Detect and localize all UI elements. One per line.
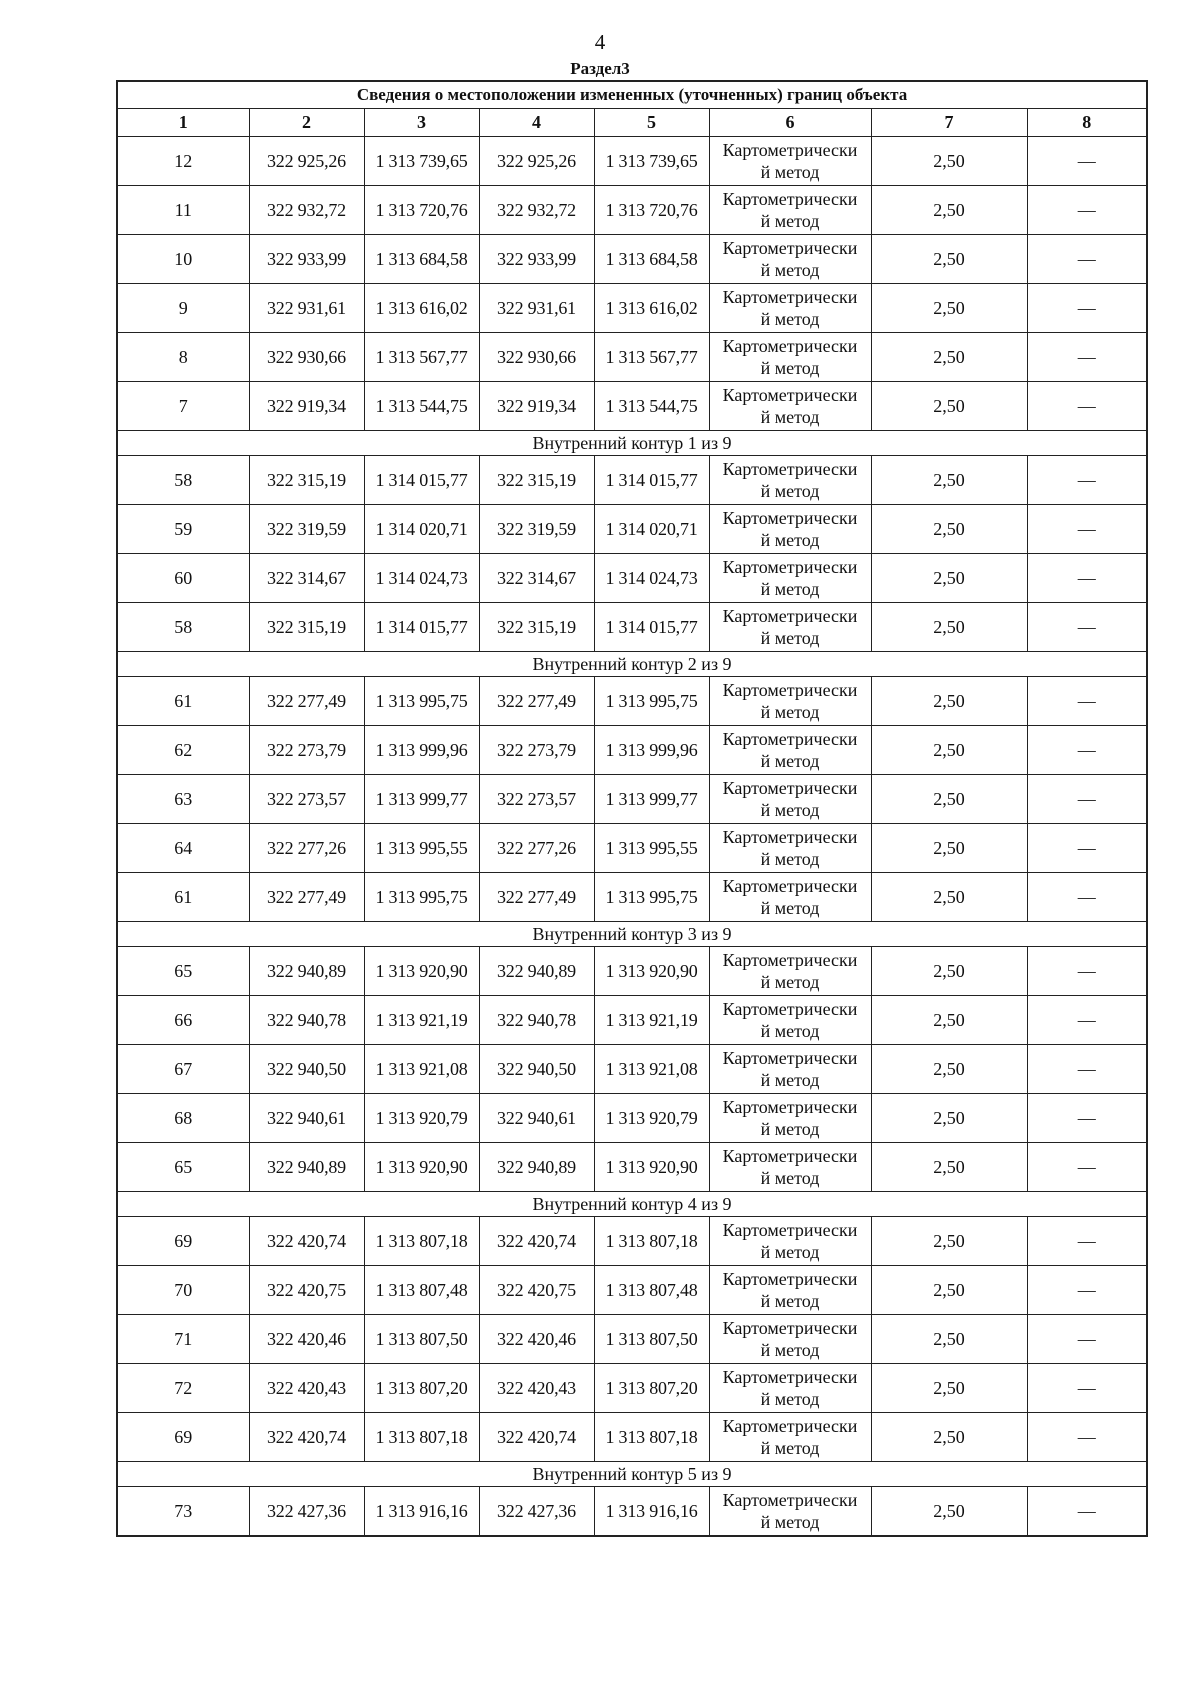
table-row (117, 1315, 1147, 1364)
description-cell: — (1027, 947, 1147, 996)
y-existing-cell: 1 313 720,76 (364, 186, 479, 235)
y-existing-cell: 1 313 916,16 (364, 1487, 479, 1537)
point-number-cell: 9 (117, 284, 249, 333)
contour-label: Внутренний контур 3 из 9 (117, 922, 1147, 947)
x-existing-cell: 322 420,75 (249, 1266, 364, 1315)
point-number-cell: 65 (117, 1143, 249, 1192)
y-existing-cell: 1 313 920,79 (364, 1094, 479, 1143)
column-header: 8 (1027, 109, 1147, 137)
method-cell: Картометрически й метод (709, 382, 871, 431)
y-existing-cell: 1 313 921,19 (364, 996, 479, 1045)
description-cell: — (1027, 677, 1147, 726)
method-cell: Картометрически й метод (709, 333, 871, 382)
column-header: 6 (709, 109, 871, 137)
x-new-cell: 322 315,19 (479, 456, 594, 505)
table-caption: Сведения о местоположении измененных (уточненных) границ объекта (117, 81, 1147, 109)
x-new-cell: 322 273,57 (479, 775, 594, 824)
page-number: 4 (594, 30, 606, 54)
column-header: 1 (117, 109, 249, 137)
x-new-cell: 322 420,46 (479, 1315, 594, 1364)
table-row (117, 554, 1147, 603)
accuracy-cell: 2,50 (871, 554, 1027, 603)
method-cell: Картометрически й метод (709, 1315, 871, 1364)
y-new-cell: 1 313 921,08 (594, 1045, 709, 1094)
description-cell: — (1027, 1487, 1147, 1537)
x-existing-cell: 322 315,19 (249, 603, 364, 652)
description-cell: — (1027, 1045, 1147, 1094)
table-row (117, 996, 1147, 1045)
y-new-cell: 1 314 015,77 (594, 456, 709, 505)
description-cell: — (1027, 382, 1147, 431)
contour-label-row (117, 1462, 1147, 1487)
description-cell: — (1027, 996, 1147, 1045)
y-new-cell: 1 313 916,16 (594, 1487, 709, 1537)
description-cell: — (1027, 775, 1147, 824)
method-cell: Картометрически й метод (709, 603, 871, 652)
method-cell: Картометрически й метод (709, 677, 871, 726)
x-new-cell: 322 319,59 (479, 505, 594, 554)
point-number-cell: 63 (117, 775, 249, 824)
table-row (117, 1413, 1147, 1462)
y-existing-cell: 1 314 015,77 (364, 456, 479, 505)
x-new-cell: 322 420,74 (479, 1217, 594, 1266)
table-body (117, 137, 1147, 1537)
point-number-cell: 58 (117, 456, 249, 505)
method-cell: Картометрически й метод (709, 505, 871, 554)
x-new-cell: 322 420,74 (479, 1413, 594, 1462)
point-number-cell: 11 (117, 186, 249, 235)
table-row (117, 677, 1147, 726)
x-new-cell: 322 932,72 (479, 186, 594, 235)
y-existing-cell: 1 313 684,58 (364, 235, 479, 284)
method-cell: Картометрически й метод (709, 1217, 871, 1266)
column-header: 5 (594, 109, 709, 137)
point-number-cell: 10 (117, 235, 249, 284)
x-existing-cell: 322 940,61 (249, 1094, 364, 1143)
point-number-cell: 60 (117, 554, 249, 603)
table-row (117, 382, 1147, 431)
point-number-cell: 70 (117, 1266, 249, 1315)
description-cell: — (1027, 726, 1147, 775)
contour-label-row (117, 431, 1147, 456)
accuracy-cell: 2,50 (871, 505, 1027, 554)
y-existing-cell: 1 313 920,90 (364, 947, 479, 996)
contour-label: Внутренний контур 5 из 9 (117, 1462, 1147, 1487)
point-number-cell: 12 (117, 137, 249, 186)
method-cell: Картометрически й метод (709, 1266, 871, 1315)
x-existing-cell: 322 277,49 (249, 677, 364, 726)
point-number-cell: 69 (117, 1413, 249, 1462)
y-new-cell: 1 313 544,75 (594, 382, 709, 431)
y-existing-cell: 1 313 995,75 (364, 873, 479, 922)
description-cell: — (1027, 186, 1147, 235)
method-cell: Картометрически й метод (709, 775, 871, 824)
y-existing-cell: 1 314 020,71 (364, 505, 479, 554)
x-new-cell: 322 940,89 (479, 1143, 594, 1192)
point-number-cell: 68 (117, 1094, 249, 1143)
table-row (117, 505, 1147, 554)
description-cell: — (1027, 137, 1147, 186)
method-cell: Картометрически й метод (709, 996, 871, 1045)
contour-label: Внутренний контур 2 из 9 (117, 652, 1147, 677)
contour-label-row (117, 1192, 1147, 1217)
y-new-cell: 1 313 807,48 (594, 1266, 709, 1315)
x-existing-cell: 322 940,78 (249, 996, 364, 1045)
point-number-cell: 66 (117, 996, 249, 1045)
accuracy-cell: 2,50 (871, 873, 1027, 922)
description-cell: — (1027, 505, 1147, 554)
accuracy-cell: 2,50 (871, 284, 1027, 333)
table-row (117, 726, 1147, 775)
y-existing-cell: 1 314 024,73 (364, 554, 479, 603)
y-existing-cell: 1 313 616,02 (364, 284, 479, 333)
table-row (117, 824, 1147, 873)
table-row (117, 456, 1147, 505)
point-number-cell: 64 (117, 824, 249, 873)
y-existing-cell: 1 313 567,77 (364, 333, 479, 382)
x-new-cell: 322 314,67 (479, 554, 594, 603)
description-cell: — (1027, 1364, 1147, 1413)
y-existing-cell: 1 313 544,75 (364, 382, 479, 431)
description-cell: — (1027, 1217, 1147, 1266)
x-new-cell: 322 940,78 (479, 996, 594, 1045)
description-cell: — (1027, 824, 1147, 873)
column-header-row (117, 109, 1147, 137)
x-existing-cell: 322 319,59 (249, 505, 364, 554)
y-existing-cell: 1 313 807,20 (364, 1364, 479, 1413)
x-new-cell: 322 315,19 (479, 603, 594, 652)
x-existing-cell: 322 273,57 (249, 775, 364, 824)
point-number-cell: 7 (117, 382, 249, 431)
accuracy-cell: 2,50 (871, 1217, 1027, 1266)
table-row (117, 1266, 1147, 1315)
x-new-cell: 322 277,49 (479, 677, 594, 726)
y-new-cell: 1 313 616,02 (594, 284, 709, 333)
column-header: 4 (479, 109, 594, 137)
y-existing-cell: 1 313 739,65 (364, 137, 479, 186)
method-cell: Картометрически й метод (709, 1045, 871, 1094)
y-existing-cell: 1 313 807,18 (364, 1217, 479, 1266)
table-row (117, 603, 1147, 652)
x-new-cell: 322 277,26 (479, 824, 594, 873)
x-existing-cell: 322 420,74 (249, 1217, 364, 1266)
x-new-cell: 322 420,75 (479, 1266, 594, 1315)
y-new-cell: 1 313 807,20 (594, 1364, 709, 1413)
x-new-cell: 322 420,43 (479, 1364, 594, 1413)
x-existing-cell: 322 427,36 (249, 1487, 364, 1537)
x-existing-cell: 322 932,72 (249, 186, 364, 235)
accuracy-cell: 2,50 (871, 947, 1027, 996)
x-existing-cell: 322 940,89 (249, 1143, 364, 1192)
description-cell: — (1027, 1315, 1147, 1364)
method-cell: Картометрически й метод (709, 284, 871, 333)
x-new-cell: 322 925,26 (479, 137, 594, 186)
table-row (117, 235, 1147, 284)
y-new-cell: 1 313 567,77 (594, 333, 709, 382)
point-number-cell: 61 (117, 677, 249, 726)
table-row (117, 1045, 1147, 1094)
description-cell: — (1027, 333, 1147, 382)
y-new-cell: 1 313 807,18 (594, 1413, 709, 1462)
x-existing-cell: 322 277,49 (249, 873, 364, 922)
y-existing-cell: 1 313 807,50 (364, 1315, 479, 1364)
y-new-cell: 1 313 739,65 (594, 137, 709, 186)
y-new-cell: 1 314 020,71 (594, 505, 709, 554)
accuracy-cell: 2,50 (871, 726, 1027, 775)
x-new-cell: 322 940,61 (479, 1094, 594, 1143)
contour-label: Внутренний контур 4 из 9 (117, 1192, 1147, 1217)
method-cell: Картометрически й метод (709, 235, 871, 284)
y-new-cell: 1 313 920,90 (594, 1143, 709, 1192)
x-existing-cell: 322 420,46 (249, 1315, 364, 1364)
contour-label-row (117, 922, 1147, 947)
description-cell: — (1027, 284, 1147, 333)
point-number-cell: 71 (117, 1315, 249, 1364)
accuracy-cell: 2,50 (871, 186, 1027, 235)
y-existing-cell: 1 313 807,48 (364, 1266, 479, 1315)
accuracy-cell: 2,50 (871, 1266, 1027, 1315)
accuracy-cell: 2,50 (871, 603, 1027, 652)
description-cell: — (1027, 235, 1147, 284)
y-existing-cell: 1 313 999,96 (364, 726, 479, 775)
x-existing-cell: 322 277,26 (249, 824, 364, 873)
x-new-cell: 322 930,66 (479, 333, 594, 382)
method-cell: Картометрически й метод (709, 873, 871, 922)
description-cell: — (1027, 1266, 1147, 1315)
y-existing-cell: 1 313 995,75 (364, 677, 479, 726)
x-existing-cell: 322 420,74 (249, 1413, 364, 1462)
x-existing-cell: 322 315,19 (249, 456, 364, 505)
accuracy-cell: 2,50 (871, 235, 1027, 284)
section-title: Раздел3 (570, 59, 630, 78)
accuracy-cell: 2,50 (871, 996, 1027, 1045)
x-existing-cell: 322 919,34 (249, 382, 364, 431)
x-existing-cell: 322 931,61 (249, 284, 364, 333)
description-cell: — (1027, 456, 1147, 505)
description-cell: — (1027, 873, 1147, 922)
method-cell: Картометрически й метод (709, 824, 871, 873)
description-cell: — (1027, 1413, 1147, 1462)
y-new-cell: 1 314 024,73 (594, 554, 709, 603)
table-row (117, 947, 1147, 996)
y-new-cell: 1 314 015,77 (594, 603, 709, 652)
table-row (117, 284, 1147, 333)
x-existing-cell: 322 930,66 (249, 333, 364, 382)
accuracy-cell: 2,50 (871, 1315, 1027, 1364)
method-cell: Картометрически й метод (709, 1143, 871, 1192)
x-new-cell: 322 931,61 (479, 284, 594, 333)
table-row (117, 1364, 1147, 1413)
accuracy-cell: 2,50 (871, 333, 1027, 382)
method-cell: Картометрически й метод (709, 137, 871, 186)
accuracy-cell: 2,50 (871, 677, 1027, 726)
y-new-cell: 1 313 995,55 (594, 824, 709, 873)
x-new-cell: 322 277,49 (479, 873, 594, 922)
x-existing-cell: 322 940,50 (249, 1045, 364, 1094)
x-existing-cell: 322 314,67 (249, 554, 364, 603)
accuracy-cell: 2,50 (871, 456, 1027, 505)
description-cell: — (1027, 1143, 1147, 1192)
point-number-cell: 62 (117, 726, 249, 775)
accuracy-cell: 2,50 (871, 1094, 1027, 1143)
accuracy-cell: 2,50 (871, 1143, 1027, 1192)
x-new-cell: 322 273,79 (479, 726, 594, 775)
point-number-cell: 61 (117, 873, 249, 922)
method-cell: Картометрически й метод (709, 1487, 871, 1537)
x-existing-cell: 322 925,26 (249, 137, 364, 186)
x-new-cell: 322 919,34 (479, 382, 594, 431)
point-number-cell: 73 (117, 1487, 249, 1537)
accuracy-cell: 2,50 (871, 1364, 1027, 1413)
point-number-cell: 67 (117, 1045, 249, 1094)
y-existing-cell: 1 314 015,77 (364, 603, 479, 652)
x-new-cell: 322 940,89 (479, 947, 594, 996)
table-row (117, 137, 1147, 186)
accuracy-cell: 2,50 (871, 1045, 1027, 1094)
y-new-cell: 1 313 920,90 (594, 947, 709, 996)
table-row (117, 186, 1147, 235)
accuracy-cell: 2,50 (871, 824, 1027, 873)
method-cell: Картометрически й метод (709, 1364, 871, 1413)
accuracy-cell: 2,50 (871, 1413, 1027, 1462)
point-number-cell: 8 (117, 333, 249, 382)
accuracy-cell: 2,50 (871, 1487, 1027, 1537)
method-cell: Картометрически й метод (709, 726, 871, 775)
x-existing-cell: 322 273,79 (249, 726, 364, 775)
point-number-cell: 69 (117, 1217, 249, 1266)
method-cell: Картометрически й метод (709, 947, 871, 996)
column-header: 3 (364, 109, 479, 137)
accuracy-cell: 2,50 (871, 775, 1027, 824)
description-cell: — (1027, 1094, 1147, 1143)
column-header: 2 (249, 109, 364, 137)
x-existing-cell: 322 420,43 (249, 1364, 364, 1413)
column-header: 7 (871, 109, 1027, 137)
method-cell: Картометрически й метод (709, 1413, 871, 1462)
method-cell: Картометрически й метод (709, 554, 871, 603)
table-row (117, 1487, 1147, 1537)
x-existing-cell: 322 940,89 (249, 947, 364, 996)
method-cell: Картометрически й метод (709, 1094, 871, 1143)
y-new-cell: 1 313 720,76 (594, 186, 709, 235)
table-row (117, 873, 1147, 922)
contour-label: Внутренний контур 1 из 9 (117, 431, 1147, 456)
table-row (117, 333, 1147, 382)
accuracy-cell: 2,50 (871, 382, 1027, 431)
point-number-cell: 65 (117, 947, 249, 996)
contour-label-row (117, 652, 1147, 677)
table-row (117, 775, 1147, 824)
accuracy-cell: 2,50 (871, 137, 1027, 186)
description-cell: — (1027, 554, 1147, 603)
y-new-cell: 1 313 807,50 (594, 1315, 709, 1364)
x-new-cell: 322 427,36 (479, 1487, 594, 1537)
y-new-cell: 1 313 807,18 (594, 1217, 709, 1266)
table-row (117, 1217, 1147, 1266)
y-new-cell: 1 313 999,96 (594, 726, 709, 775)
y-existing-cell: 1 313 807,18 (364, 1413, 479, 1462)
boundary-coordinates-table (116, 80, 1148, 1537)
method-cell: Картометрически й метод (709, 456, 871, 505)
y-existing-cell: 1 313 921,08 (364, 1045, 479, 1094)
y-new-cell: 1 313 921,19 (594, 996, 709, 1045)
y-new-cell: 1 313 999,77 (594, 775, 709, 824)
y-existing-cell: 1 313 995,55 (364, 824, 479, 873)
description-cell: — (1027, 603, 1147, 652)
method-cell: Картометрически й метод (709, 186, 871, 235)
y-new-cell: 1 313 995,75 (594, 677, 709, 726)
point-number-cell: 58 (117, 603, 249, 652)
table-row (117, 1143, 1147, 1192)
table-row (117, 1094, 1147, 1143)
x-new-cell: 322 933,99 (479, 235, 594, 284)
point-number-cell: 59 (117, 505, 249, 554)
y-new-cell: 1 313 920,79 (594, 1094, 709, 1143)
y-existing-cell: 1 313 920,90 (364, 1143, 479, 1192)
x-new-cell: 322 940,50 (479, 1045, 594, 1094)
point-number-cell: 72 (117, 1364, 249, 1413)
y-existing-cell: 1 313 999,77 (364, 775, 479, 824)
y-new-cell: 1 313 995,75 (594, 873, 709, 922)
y-new-cell: 1 313 684,58 (594, 235, 709, 284)
x-existing-cell: 322 933,99 (249, 235, 364, 284)
